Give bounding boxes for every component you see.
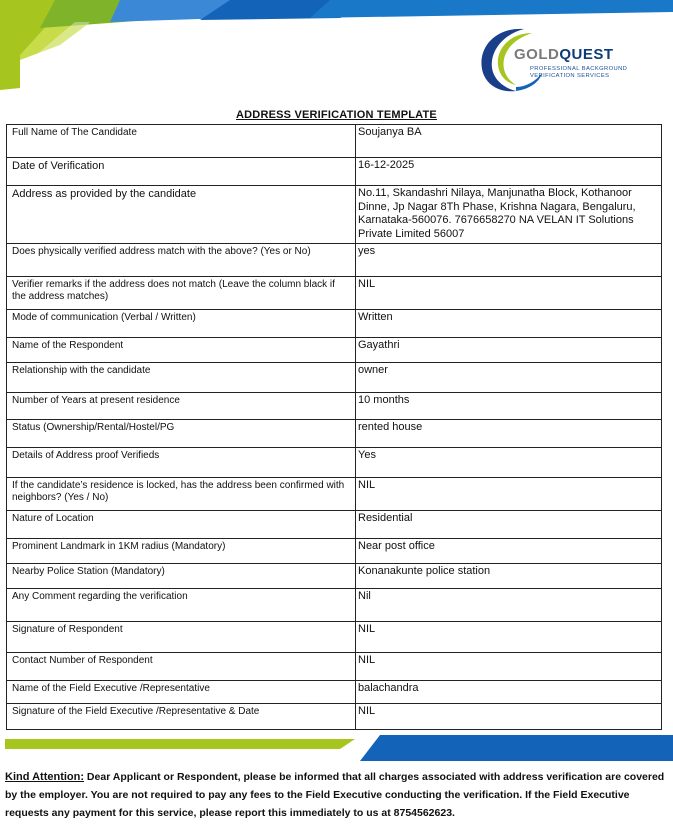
brand-name: GOLDQUEST xyxy=(514,46,614,63)
table-row xyxy=(7,681,662,704)
table-row xyxy=(7,589,662,622)
table-row xyxy=(7,363,662,393)
field-value: Near post office xyxy=(356,539,662,564)
field-label: Signature of the Field Executive /Representative & Date xyxy=(7,704,356,730)
brand-tagline-2: VERIFICATION SERVICES xyxy=(530,73,610,79)
document-title: ADDRESS VERIFICATION TEMPLATE xyxy=(236,109,437,121)
kind-attention-notice xyxy=(5,768,668,822)
field-label: Relationship with the candidate xyxy=(7,363,356,393)
brand-tagline-1: PROFESSIONAL BACKGROUND xyxy=(530,66,628,72)
field-value: Nil xyxy=(356,589,662,622)
table-row xyxy=(7,277,662,310)
field-label: Nearby Police Station (Mandatory) xyxy=(7,564,356,589)
table-row xyxy=(7,622,662,653)
table-row xyxy=(7,511,662,539)
field-value: rented house xyxy=(356,420,662,448)
field-value: Written xyxy=(356,310,662,338)
notice-lead: Kind Attention: xyxy=(5,771,85,783)
field-value: NIL xyxy=(356,653,662,681)
field-value: 16-12-2025 xyxy=(356,158,662,186)
table-row xyxy=(7,478,662,511)
field-value: 10 months xyxy=(356,393,662,420)
field-label: Verifier remarks if the address does not match (Leave the column black if the address matches) xyxy=(7,277,356,310)
table-row xyxy=(7,653,662,681)
table-row xyxy=(7,393,662,420)
field-label: Date of Verification xyxy=(7,158,356,186)
table-row xyxy=(7,704,662,730)
notice-text: Dear Applicant or Respondent, please be informed that all charges associated with address verification are covered by the employer. You are not required to pay any fees to the Field Executive conducting the verification. If the Field Executive requests any payment for this service, please report this immediately to us at 8754562623. xyxy=(5,771,665,819)
field-label: Details of Address proof Verifieds xyxy=(7,448,356,478)
field-value: NIL xyxy=(356,622,662,653)
field-label: Name of the Field Executive /Representative xyxy=(7,681,356,704)
field-label: Status (Ownership/Rental/Hostel/PG xyxy=(7,420,356,448)
field-label: Number of Years at present residence xyxy=(7,393,356,420)
field-value: NIL xyxy=(356,277,662,310)
table-row xyxy=(7,539,662,564)
verification-table xyxy=(6,124,662,730)
table-row xyxy=(7,420,662,448)
field-value: owner xyxy=(356,363,662,393)
field-label: If the candidate’s residence is locked, has the address been confirmed with neighbors? (Yes / No) xyxy=(7,478,356,511)
field-label: Mode of communication (Verbal / Written) xyxy=(7,310,356,338)
field-value: Gayathri xyxy=(356,338,662,363)
table-row xyxy=(7,158,662,186)
table-row xyxy=(7,125,662,158)
table-row xyxy=(7,244,662,277)
field-value: No.11, Skandashri Nilaya, Manjunatha Block, Kothanoor Dinne, Jp Nagar 8Th Phase, Krishna Nagara, Bengaluru, Karnataka-560076. 7676658270 NA VELAN IT Solutions Private Limited 56007 xyxy=(356,186,662,244)
field-value: NIL xyxy=(356,704,662,730)
field-label: Signature of Respondent xyxy=(7,622,356,653)
field-label: Prominent Landmark in 1KM radius (Mandatory) xyxy=(7,539,356,564)
field-label: Name of the Respondent xyxy=(7,338,356,363)
field-label: Any Comment regarding the verification xyxy=(7,589,356,622)
field-value: Konanakunte police station xyxy=(356,564,662,589)
field-label: Address as provided by the candidate xyxy=(7,186,356,244)
footer-banner-graphic xyxy=(0,735,673,765)
table-row xyxy=(7,448,662,478)
field-value: Soujanya BA xyxy=(356,125,662,158)
field-value: Residential xyxy=(356,511,662,539)
table-row xyxy=(7,338,662,363)
company-logo xyxy=(476,25,646,95)
field-value: NIL xyxy=(356,478,662,511)
field-label: Full Name of The Candidate xyxy=(7,125,356,158)
field-value: yes xyxy=(356,244,662,277)
table-row xyxy=(7,310,662,338)
field-label: Does physically verified address match with the above? (Yes or No) xyxy=(7,244,356,277)
table-row xyxy=(7,564,662,589)
field-label: Nature of Location xyxy=(7,511,356,539)
field-label: Contact Number of Respondent xyxy=(7,653,356,681)
field-value: Yes xyxy=(356,448,662,478)
field-value: balachandra xyxy=(356,681,662,704)
table-row xyxy=(7,186,662,244)
